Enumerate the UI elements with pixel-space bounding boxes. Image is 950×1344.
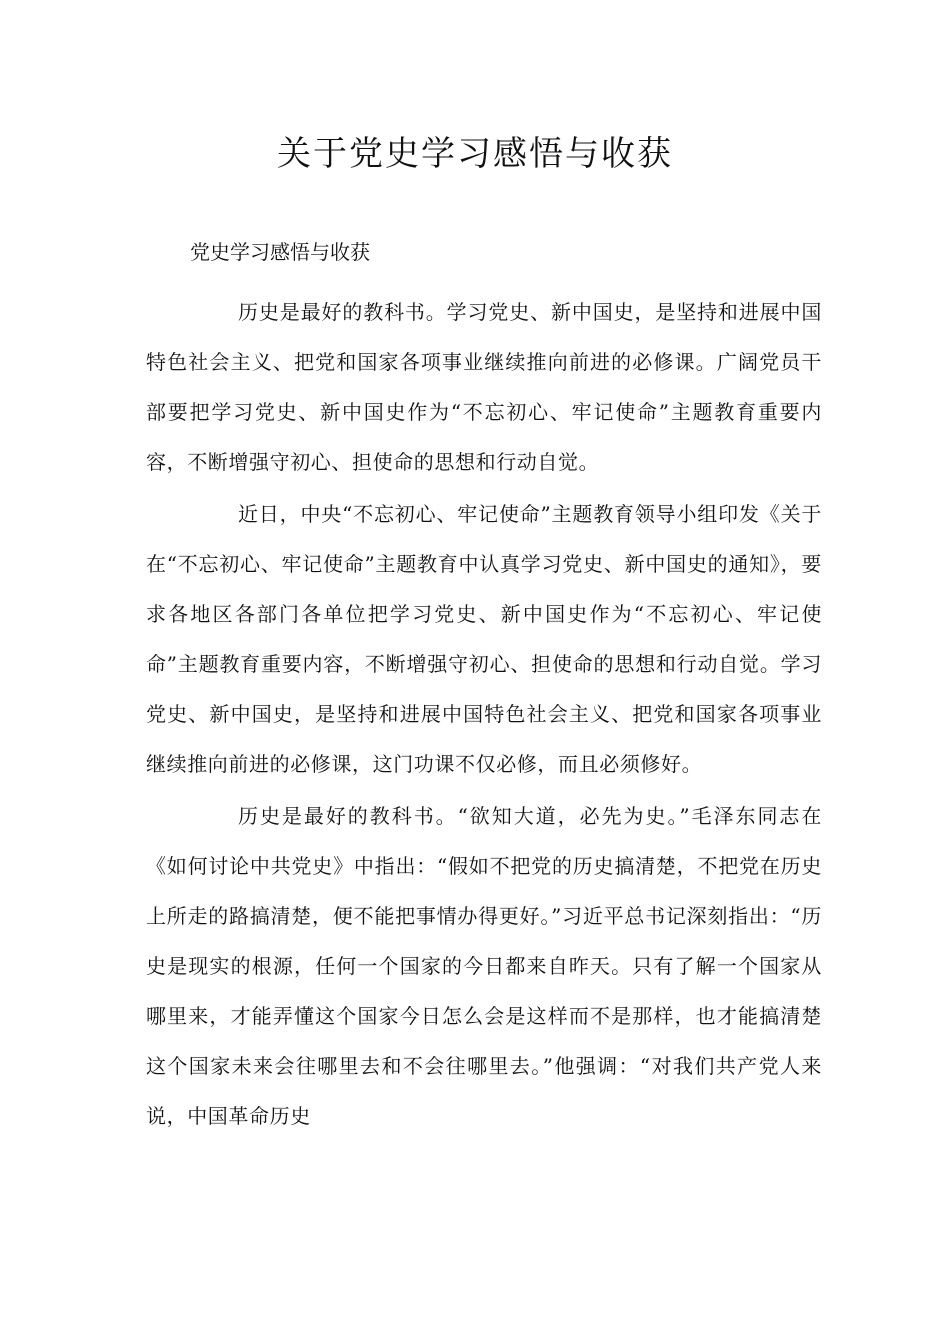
document-body [146,287,822,1143]
document-title: 关于党史学习感悟与收获 [277,134,673,174]
paragraph-2: 近日，中央“不忘初心、牢记使命”主题教育领导小组印发《关于在“不忘初心、牢记使命”主题教育中认真学习党史、新中国史的通知》，要求各地区各部门各单位把学习党史、新中国史作为“不忘初心、牢记使命”主题教育重要内容，不断增强守初心、担使命的思想和行动自觉。学习党史、新中国史，是坚持和进展中国特色社会主义、把党和国家各项事业继续推向前进的必修课，这门功课不仅必修，而且必须修好。 [146,502,822,776]
paragraph-3: 历史是最好的教科书。“欲知大道，必先为史。”毛泽东同志在《如何讨论中共党史》中指出：“假如不把党的历史搞清楚，不把党在历史上所走的路搞清楚，便不能把事情办得更好。”习近平总书记深刻指出：“历史是现实的根源，任何一个国家的今日都来自昨天。只有了解一个国家从哪里来，才能弄懂这个国家今日怎么会是这样而不是那样，也才能搞清楚这个国家未来会往哪里去和不会往哪里去。”他强调：“对我们共产党人来说，中国革命历史 [146,804,822,1128]
paragraph-1: 历史是最好的教科书。学习党史、新中国史，是坚持和进展中国特色社会主义、把党和国家各项事业继续推向前进的必修课。广阔党员干部要把学习党史、新中国史作为“不忘初心、牢记使命”主题教育重要内容，不断增强守初心、担使命的思想和行动自觉。 [146,300,822,474]
document-subtitle: 党史学习感悟与收获 [190,240,370,264]
